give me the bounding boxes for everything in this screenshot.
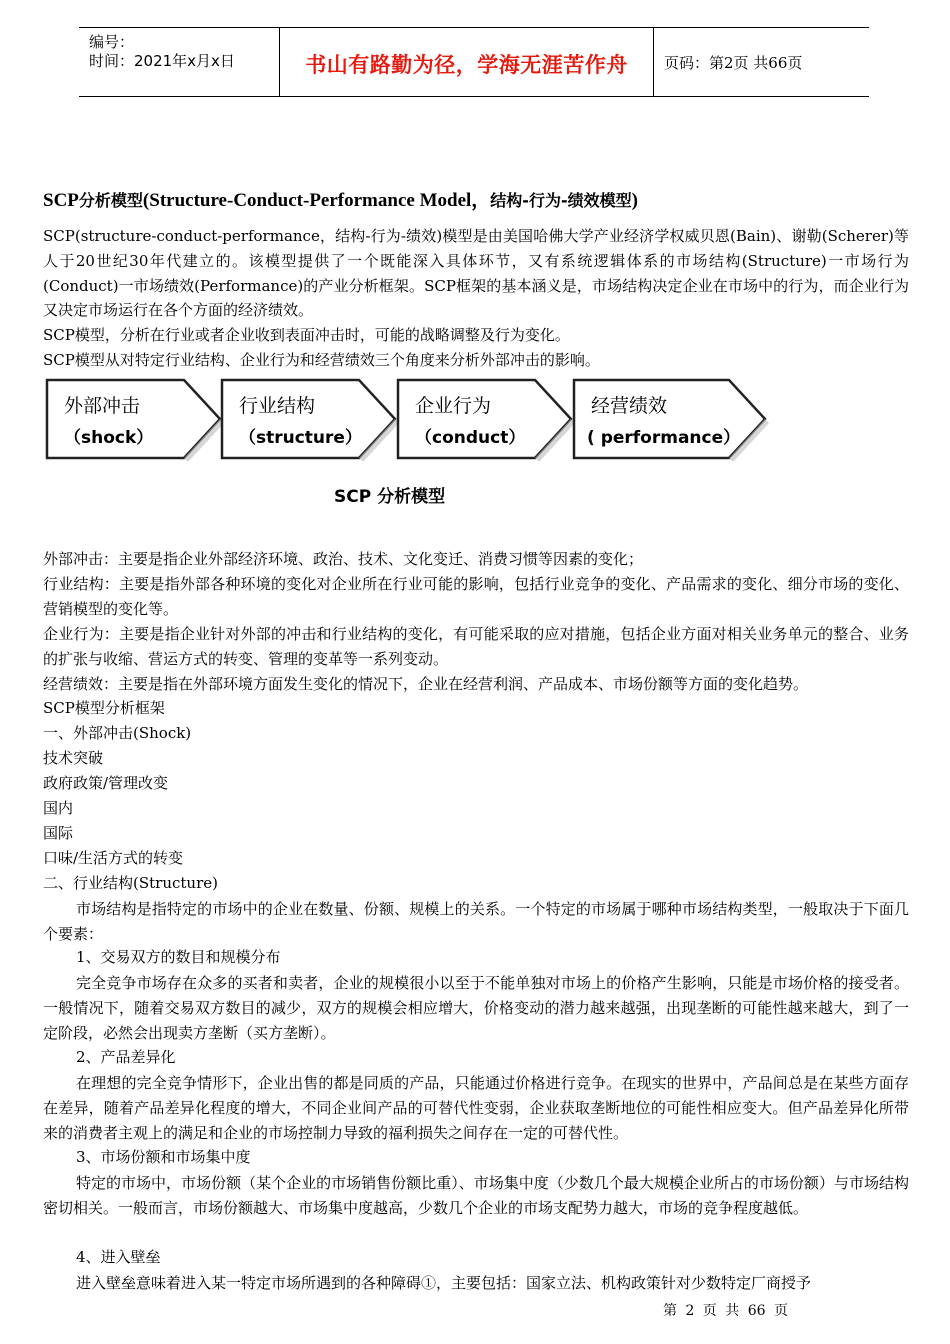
title-part-3: (Structure-Conduct-Performance Model， <box>142 190 491 211</box>
title-part-4: 结构-行为-绩效模型 <box>490 191 632 210</box>
diagram-box-conduct-zh: 企业行为 <box>415 395 492 417</box>
number-label: 编号： <box>89 33 135 51</box>
motto: 书山有路勤为径，学海无涯苦作舟 <box>305 53 628 77</box>
definition-shock: 外部冲击：主要是指企业外部经济环境、政治、技术、文化变迁、消费习惯等因素的变化； <box>43 550 644 568</box>
diagram-caption: SCP 分析模型 <box>334 487 446 507</box>
title-part-2: 分析模型 <box>78 191 143 210</box>
title-part-1: SCP <box>43 190 79 211</box>
structure-intro: 市场结构是指特定的市场中的企业在数量、份额、规模上的关系。一个特定的市场属于哪种市场结构类型，一般取决于下面几个要素： <box>43 900 909 943</box>
intro-line-2: SCP模型，分析在行业或者企业收到表面冲击时，可能的战略调整及行为变化。 <box>43 326 570 344</box>
diagram-box-performance-en: ( performance） <box>587 428 741 448</box>
sub4-title: 4、进入壁垒 <box>76 1248 161 1266</box>
sub1-text: 完全竞争市场存在众多的买者和卖者，企业的规模很小以至于不能单独对市场上的价格产生影响，只能是市场价格的接受者。一般情况下，随着交易双方数目的减少，双方的规模会相应增大，价格变动的潜力越来越强，出现垄断的可能性越来越大，到了一定阶段，必然会出现卖方垄断（买方垄断）。 <box>43 974 909 1042</box>
sub4-text: 进入壁垒意味着进入某一特定市场所遇到的各种障碍①，主要包括：国家立法、机构政策针对少数特定厂商授予 <box>76 1274 812 1292</box>
diagram-box-performance <box>571 377 771 461</box>
diagram-box-shock-zh: 外部冲击 <box>64 395 141 417</box>
sub3-title: 3、市场份额和市场集中度 <box>76 1148 251 1166</box>
header-table <box>79 27 869 97</box>
definition-structure: 行业结构：主要是指外部各种环境的变化对企业所在行业可能的影响，包括行业竞争的变化、产品需求的变化、细分市场的变化、营销模型的变化等。 <box>43 575 909 618</box>
header-left-cell <box>79 28 280 96</box>
shock-item: 政府政策/管理改变 <box>43 774 169 792</box>
sub1-title: 1、交易双方的数目和规模分布 <box>76 948 281 966</box>
scp-diagram <box>44 377 772 461</box>
diagram-box-shock <box>44 377 224 461</box>
diagram-box-structure-en: （structure） <box>239 428 362 448</box>
time-label: 时间：2021年x月x日 <box>89 52 235 70</box>
diagram-box-structure <box>219 377 399 461</box>
definition-performance: 经营绩效：主要是指在外部环境方面发生变化的情况下，企业在经营利润、产品成本、市场份额等方面的变化趋势。 <box>43 675 809 693</box>
diagram-box-conduct <box>395 377 575 461</box>
section-shock-heading: 一、外部冲击(Shock) <box>43 724 192 742</box>
page-footer: 第 2 页 共 66 页 <box>663 1303 788 1319</box>
shock-item: 国际 <box>43 824 74 842</box>
page-code: 页码：第2页 共66页 <box>664 54 803 72</box>
diagram-box-shock-en: （shock） <box>64 428 154 448</box>
shock-item: 国内 <box>43 799 74 817</box>
header-page-cell <box>654 28 869 96</box>
title-part-5: ) <box>631 190 638 211</box>
shock-item: 口味/生活方式的转变 <box>43 849 184 867</box>
diagram-box-structure-zh: 行业结构 <box>239 395 316 417</box>
page-title <box>43 185 638 212</box>
intro-line-3: SCP模型从对特定行业结构、企业行为和经营绩效三个角度来分析外部冲击的影响。 <box>43 351 600 369</box>
diagram-box-performance-zh: 经营绩效 <box>591 395 668 417</box>
sub3-text: 特定的市场中，市场份额（某个企业的市场销售份额比重）、市场集中度（少数几个最大规模企业所占的市场份额）与市场结构密切相关。一般而言，市场份额越大、市场集中度越高，少数几个企业的市场支配势力越大，市场的竞争程度越低。 <box>43 1174 909 1217</box>
sub2-title: 2、产品差异化 <box>76 1048 176 1066</box>
shock-item: 技术突破 <box>43 749 104 767</box>
sub2-text: 在理想的完全竞争情形下，企业出售的都是同质的产品，只能通过价格进行竞争。在现实的世界中，产品间总是在某些方面存在差异，随着产品差异化程度的增大，不同企业间产品的可替代性变弱，企业获取垄断地位的可能性相应变大。但产品差异化所带来的消费者主观上的满足和企业的市场控制力导致的福利损失之间存在一定的可替代性。 <box>43 1074 909 1142</box>
intro-paragraph: SCP(structure-conduct-performance，结构-行为-绩效)模型是由美国哈佛大学产业经济学权威贝恩(Bain)、谢勒(Scherer)等人于20世纪30年代建立的。该模型提供了一个既能深入具体环节，又有系统逻辑体系的市场结构(Structure)一市场行为(Conduct)一市场绩效(Performance)的产业分析框架。SCP框架的基本涵义是，市场结构决定企业在市场中的行为，而企业行为又决定市场运行在各个方面的经济绩效。 <box>43 227 909 320</box>
definition-conduct: 企业行为：主要是指企业针对外部的冲击和行业结构的变化，有可能采取的应对措施，包括企业方面对相关业务单元的整合、业务的扩张与收缩、营运方式的转变、管理的变革等一系列变动。 <box>43 625 909 668</box>
section-structure-heading: 二、行业结构(Structure) <box>43 874 218 892</box>
diagram-box-conduct-en: （conduct） <box>415 428 526 448</box>
framework-heading: SCP模型分析框架 <box>43 699 165 717</box>
header-motto-cell <box>280 28 654 96</box>
